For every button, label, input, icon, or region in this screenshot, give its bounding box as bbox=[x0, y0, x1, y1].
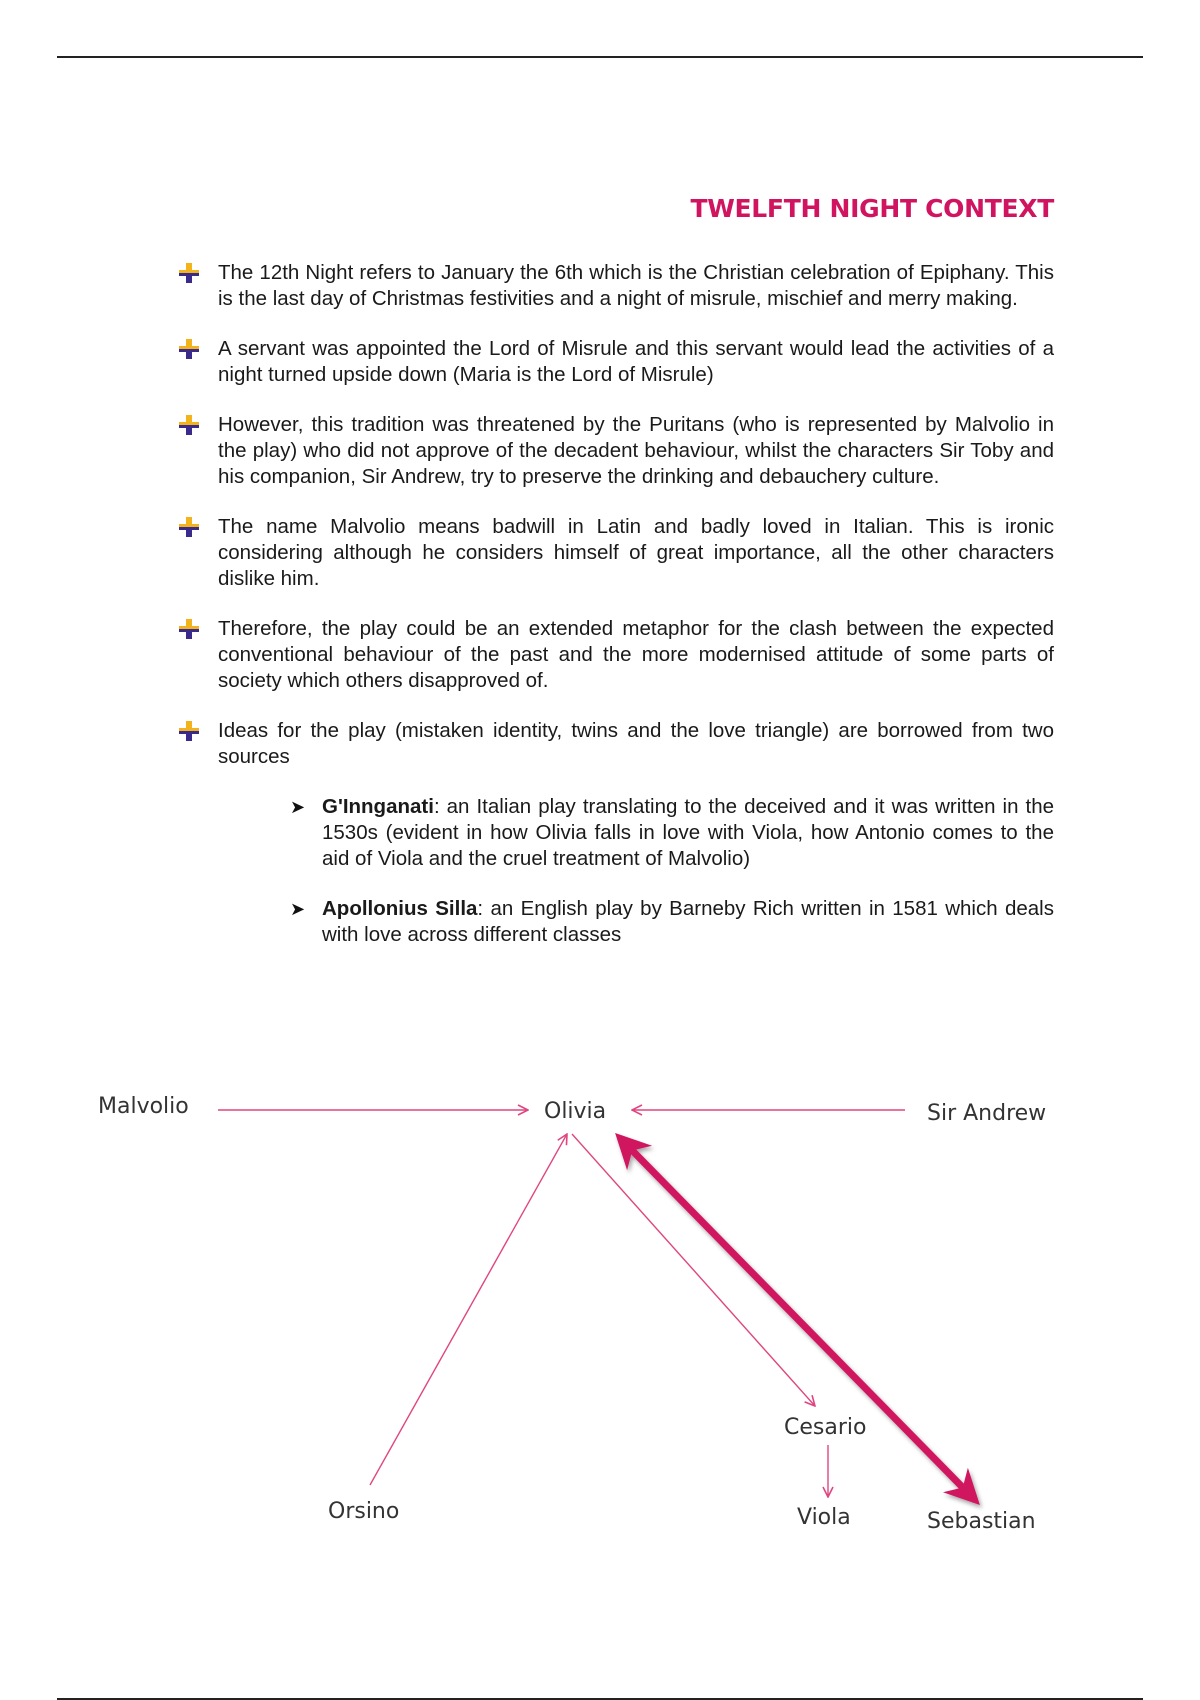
node-viola: Viola bbox=[797, 1505, 851, 1530]
plus-bullet-icon bbox=[178, 338, 200, 360]
plus-bullet-icon bbox=[178, 262, 200, 284]
list-item bbox=[178, 616, 1054, 694]
list-item bbox=[178, 718, 1054, 948]
context-bullet-list bbox=[178, 260, 1054, 972]
node-malvolio: Malvolio bbox=[98, 1094, 189, 1119]
list-item bbox=[290, 794, 1054, 872]
arrow-bullet-icon: ➤ bbox=[290, 899, 306, 919]
plus-bullet-icon bbox=[178, 516, 200, 538]
bullet-text: However, this tradition was threatened by the Puritans (who is represented by Malvolio in the play) who did not approve of the decadent behaviour, whilst the characters Sir Toby and his companion, Sir Andrew, try to preserve the drinking and debauchery culture. bbox=[218, 413, 1054, 488]
page-title: TWELFTH NIGHT CONTEXT bbox=[690, 194, 1054, 223]
plus-bullet-icon bbox=[178, 618, 200, 640]
orsino-to-olivia-arrow bbox=[370, 1134, 567, 1485]
source-description: : an Italian play translating to the deceived and it was written in the 1530s (evident in how Olivia falls in love with Viola, how Antonio comes to the aid of Viola and the cruel treatment of Malvolio) bbox=[322, 795, 1054, 870]
node-olivia: Olivia bbox=[544, 1099, 607, 1124]
node-sir-andrew: Sir Andrew bbox=[927, 1101, 1047, 1126]
bullet-text: Therefore, the play could be an extended metaphor for the clash between the expected conventional behaviour of the past and the more modernised attitude of some parts of society which others disapproved of. bbox=[218, 617, 1054, 692]
source-name: Apollonius Silla bbox=[322, 897, 478, 920]
sources-sub-list bbox=[218, 794, 1054, 948]
arrow-bullet-icon: ➤ bbox=[290, 797, 306, 817]
top-rule bbox=[57, 56, 1143, 58]
olivia-to-cesario-arrow bbox=[572, 1134, 815, 1406]
bullet-text: The name Malvolio means badwill in Latin and badly loved in Italian. This is ironic considering although he considers himself of great importance, all the other characters dislike him. bbox=[218, 515, 1054, 590]
plus-bullet-icon bbox=[178, 720, 200, 742]
plus-bullet-icon bbox=[178, 414, 200, 436]
source-name: G'Innganati bbox=[322, 795, 434, 818]
list-item bbox=[178, 514, 1054, 592]
bullet-text: A servant was appointed the Lord of Misrule and this servant would lead the activities of a night turned upside down (Maria is the Lord of Misrule) bbox=[218, 337, 1054, 386]
list-item bbox=[178, 412, 1054, 490]
bullet-text: Ideas for the play (mistaken identity, twins and the love triangle) are borrowed from two sources bbox=[218, 719, 1054, 768]
source-description: : an English play by Barneby Rich written in 1581 which deals with love across different classes bbox=[322, 897, 1054, 946]
node-orsino: Orsino bbox=[328, 1499, 400, 1524]
list-item bbox=[290, 896, 1054, 948]
list-item bbox=[178, 336, 1054, 388]
node-sebastian: Sebastian bbox=[927, 1509, 1036, 1534]
list-item bbox=[178, 260, 1054, 312]
node-cesario: Cesario bbox=[784, 1415, 867, 1440]
character-relationship-diagram bbox=[0, 1060, 1200, 1560]
bullet-text: The 12th Night refers to January the 6th which is the Christian celebration of Epiphany. This is the last day of Christmas festivities and a night of misrule, mischief and merry making. bbox=[218, 261, 1054, 310]
olivia-sebastian-double-arrow bbox=[620, 1138, 975, 1500]
